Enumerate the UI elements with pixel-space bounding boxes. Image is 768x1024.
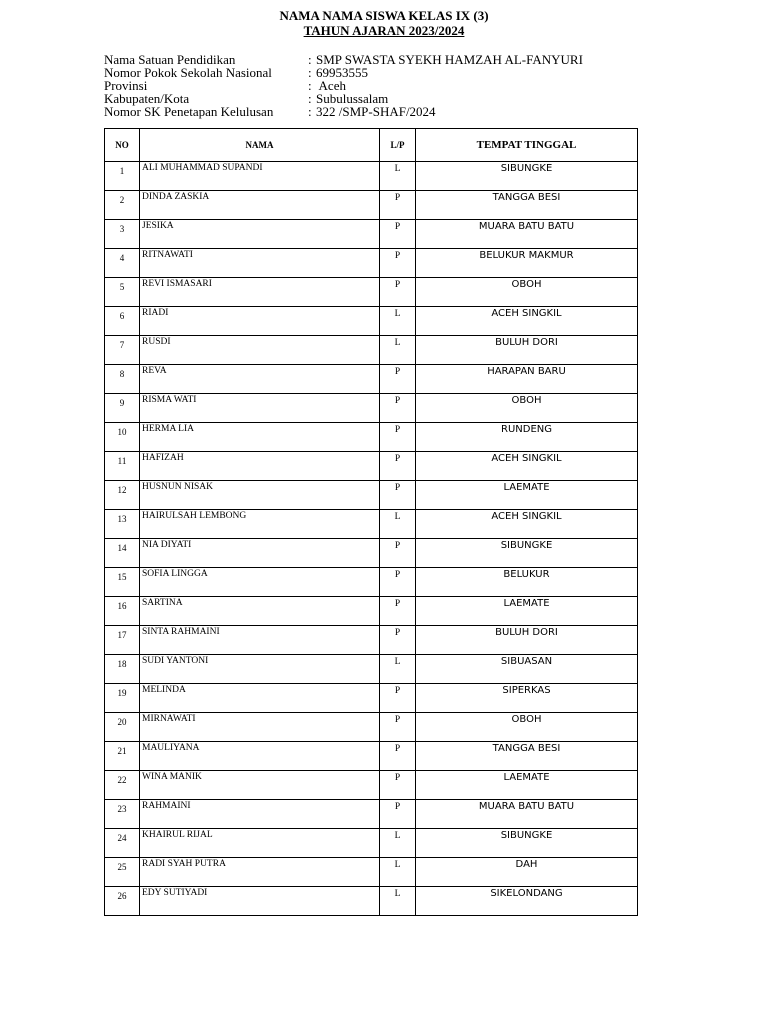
student-residence: LAEMATE (416, 597, 638, 626)
student-gender: P (380, 481, 416, 510)
student-residence: LAEMATE (416, 771, 638, 800)
student-number: 25 (105, 858, 140, 887)
table-row (105, 858, 638, 887)
student-gender: P (380, 626, 416, 655)
student-name: RUSDI (140, 336, 380, 365)
student-number: 18 (105, 655, 140, 684)
student-gender: P (380, 249, 416, 278)
student-name: MAULIYANA (140, 742, 380, 771)
student-name: HERMA LIA (140, 423, 380, 452)
student-roster-table (104, 128, 638, 916)
column-header-no: NO (105, 129, 140, 162)
info-label: Nomor SK Penetapan Kelulusan (104, 104, 274, 119)
student-gender: P (380, 365, 416, 394)
student-name: SINTA RAHMAINI (140, 626, 380, 655)
academic-year-title: TAHUN AJARAN 2023/2024 (303, 23, 465, 38)
table-row (105, 278, 638, 307)
student-gender: P (380, 568, 416, 597)
student-number: 6 (105, 307, 140, 336)
student-gender: L (380, 336, 416, 365)
student-residence: MUARA BATU BATU (416, 800, 638, 829)
student-residence: LAEMATE (416, 481, 638, 510)
student-gender: L (380, 162, 416, 191)
student-gender: P (380, 800, 416, 829)
student-name: SARTINA (140, 597, 380, 626)
student-name: DINDA ZASKIA (140, 191, 380, 220)
info-value: 322 /SMP-SHAF/2024 (316, 104, 436, 119)
student-gender: P (380, 423, 416, 452)
student-number: 23 (105, 800, 140, 829)
student-number: 4 (105, 249, 140, 278)
student-name: NIA DIYATI (140, 539, 380, 568)
table-row (105, 307, 638, 336)
table-row (105, 220, 638, 249)
student-residence: TANGGA BESI (416, 742, 638, 771)
table-header-row (105, 129, 638, 162)
table-row (105, 626, 638, 655)
info-label: Provinsi (104, 78, 148, 93)
column-header-tempat-tinggal: TEMPAT TINGGAL (416, 129, 638, 162)
student-residence: OBOH (416, 713, 638, 742)
student-gender: L (380, 655, 416, 684)
table-row (105, 191, 638, 220)
table-row (105, 800, 638, 829)
column-header-lp: L/P (380, 129, 416, 162)
student-residence: BELUKUR MAKMUR (416, 249, 638, 278)
student-number: 3 (105, 220, 140, 249)
student-number: 7 (105, 336, 140, 365)
student-gender: L (380, 858, 416, 887)
student-gender: L (380, 307, 416, 336)
student-number: 5 (105, 278, 140, 307)
student-gender: P (380, 684, 416, 713)
info-label: Kabupaten/Kota (104, 91, 190, 106)
student-number: 22 (105, 771, 140, 800)
student-name: SOFIA LINGGA (140, 568, 380, 597)
table-row (105, 655, 638, 684)
student-residence: SIPERKAS (416, 684, 638, 713)
student-name: RISMA WATI (140, 394, 380, 423)
student-name: SUDI YANTONI (140, 655, 380, 684)
student-residence: ACEH SINGKIL (416, 452, 638, 481)
info-separator: : (308, 52, 312, 67)
student-residence: SIBUNGKE (416, 162, 638, 191)
student-number: 15 (105, 568, 140, 597)
student-name: REVA (140, 365, 380, 394)
student-name: RIADI (140, 307, 380, 336)
student-residence: OBOH (416, 394, 638, 423)
info-value: Aceh (316, 78, 346, 93)
table-row (105, 481, 638, 510)
student-residence: BULUH DORI (416, 336, 638, 365)
student-number: 21 (105, 742, 140, 771)
table-row (105, 829, 638, 858)
table-row (105, 162, 638, 191)
table-row (105, 249, 638, 278)
student-name: HAFIZAH (140, 452, 380, 481)
info-value: 69953555 (316, 65, 368, 80)
info-separator: : (308, 104, 312, 119)
student-residence: SIBUNGKE (416, 829, 638, 858)
student-number: 10 (105, 423, 140, 452)
info-row-sk-number (104, 105, 583, 118)
table-row (105, 597, 638, 626)
student-name: REVI ISMASARI (140, 278, 380, 307)
student-gender: P (380, 452, 416, 481)
student-residence: MUARA BATU BATU (416, 220, 638, 249)
student-residence: ACEH SINGKIL (416, 307, 638, 336)
student-number: 17 (105, 626, 140, 655)
info-label: Nama Satuan Pendidikan (104, 52, 236, 67)
table-row (105, 365, 638, 394)
table-row (105, 568, 638, 597)
table-row (105, 539, 638, 568)
table-body (105, 162, 638, 916)
student-residence: ACEH SINGKIL (416, 510, 638, 539)
info-value: Subulussalam (316, 91, 389, 106)
column-header-nama: NAMA (140, 129, 380, 162)
student-name: RADI SYAH PUTRA (140, 858, 380, 887)
table-row (105, 336, 638, 365)
student-name: RAHMAINI (140, 800, 380, 829)
student-residence: OBOH (416, 278, 638, 307)
student-gender: P (380, 742, 416, 771)
student-number: 11 (105, 452, 140, 481)
student-number: 16 (105, 597, 140, 626)
info-label: Nomor Pokok Sekolah Nasional (104, 65, 272, 80)
table-row (105, 742, 638, 771)
document-title: NAMA NAMA SISWA KELAS IX (3) (279, 8, 489, 23)
student-name: MIRNAWATI (140, 713, 380, 742)
student-number: 12 (105, 481, 140, 510)
info-separator: : (308, 78, 312, 93)
table-row (105, 423, 638, 452)
student-number: 19 (105, 684, 140, 713)
table-row (105, 684, 638, 713)
student-number: 2 (105, 191, 140, 220)
student-gender: L (380, 829, 416, 858)
student-name: JESIKA (140, 220, 380, 249)
info-separator: : (308, 91, 312, 106)
table-row (105, 771, 638, 800)
student-residence: BULUH DORI (416, 626, 638, 655)
student-residence: HARAPAN BARU (416, 365, 638, 394)
student-gender: P (380, 278, 416, 307)
student-name: RITNAWATI (140, 249, 380, 278)
school-info-block (104, 53, 583, 118)
student-residence: TANGGA BESI (416, 191, 638, 220)
student-gender: L (380, 510, 416, 539)
student-residence: BELUKUR (416, 568, 638, 597)
student-number: 20 (105, 713, 140, 742)
student-gender: P (380, 220, 416, 249)
student-number: 9 (105, 394, 140, 423)
table-row (105, 452, 638, 481)
student-name: ALI MUHAMMAD SUPANDI (140, 162, 380, 191)
table-row (105, 510, 638, 539)
student-residence: SIBUASAN (416, 655, 638, 684)
student-number: 26 (105, 887, 140, 916)
table-row (105, 713, 638, 742)
info-separator: : (308, 65, 312, 80)
student-gender: P (380, 771, 416, 800)
student-gender: P (380, 713, 416, 742)
info-value: SMP SWASTA SYEKH HAMZAH AL-FANYURI (316, 52, 583, 67)
student-name: HAIRULSAH LEMBONG (140, 510, 380, 539)
student-name: EDY SUTIYADI (140, 887, 380, 916)
student-number: 14 (105, 539, 140, 568)
student-gender: P (380, 539, 416, 568)
student-name: KHAIRUL RIJAL (140, 829, 380, 858)
student-number: 1 (105, 162, 140, 191)
student-residence: DAH (416, 858, 638, 887)
student-name: WINA MANIK (140, 771, 380, 800)
table-row (105, 887, 638, 916)
student-residence: RUNDENG (416, 423, 638, 452)
student-gender: P (380, 597, 416, 626)
student-residence: SIBUNGKE (416, 539, 638, 568)
student-gender: P (380, 191, 416, 220)
student-name: MELINDA (140, 684, 380, 713)
student-name: HUSNUN NISAK (140, 481, 380, 510)
student-number: 24 (105, 829, 140, 858)
student-residence: SIKELONDANG (416, 887, 638, 916)
student-number: 13 (105, 510, 140, 539)
student-number: 8 (105, 365, 140, 394)
student-gender: L (380, 887, 416, 916)
student-gender: P (380, 394, 416, 423)
table-row (105, 394, 638, 423)
